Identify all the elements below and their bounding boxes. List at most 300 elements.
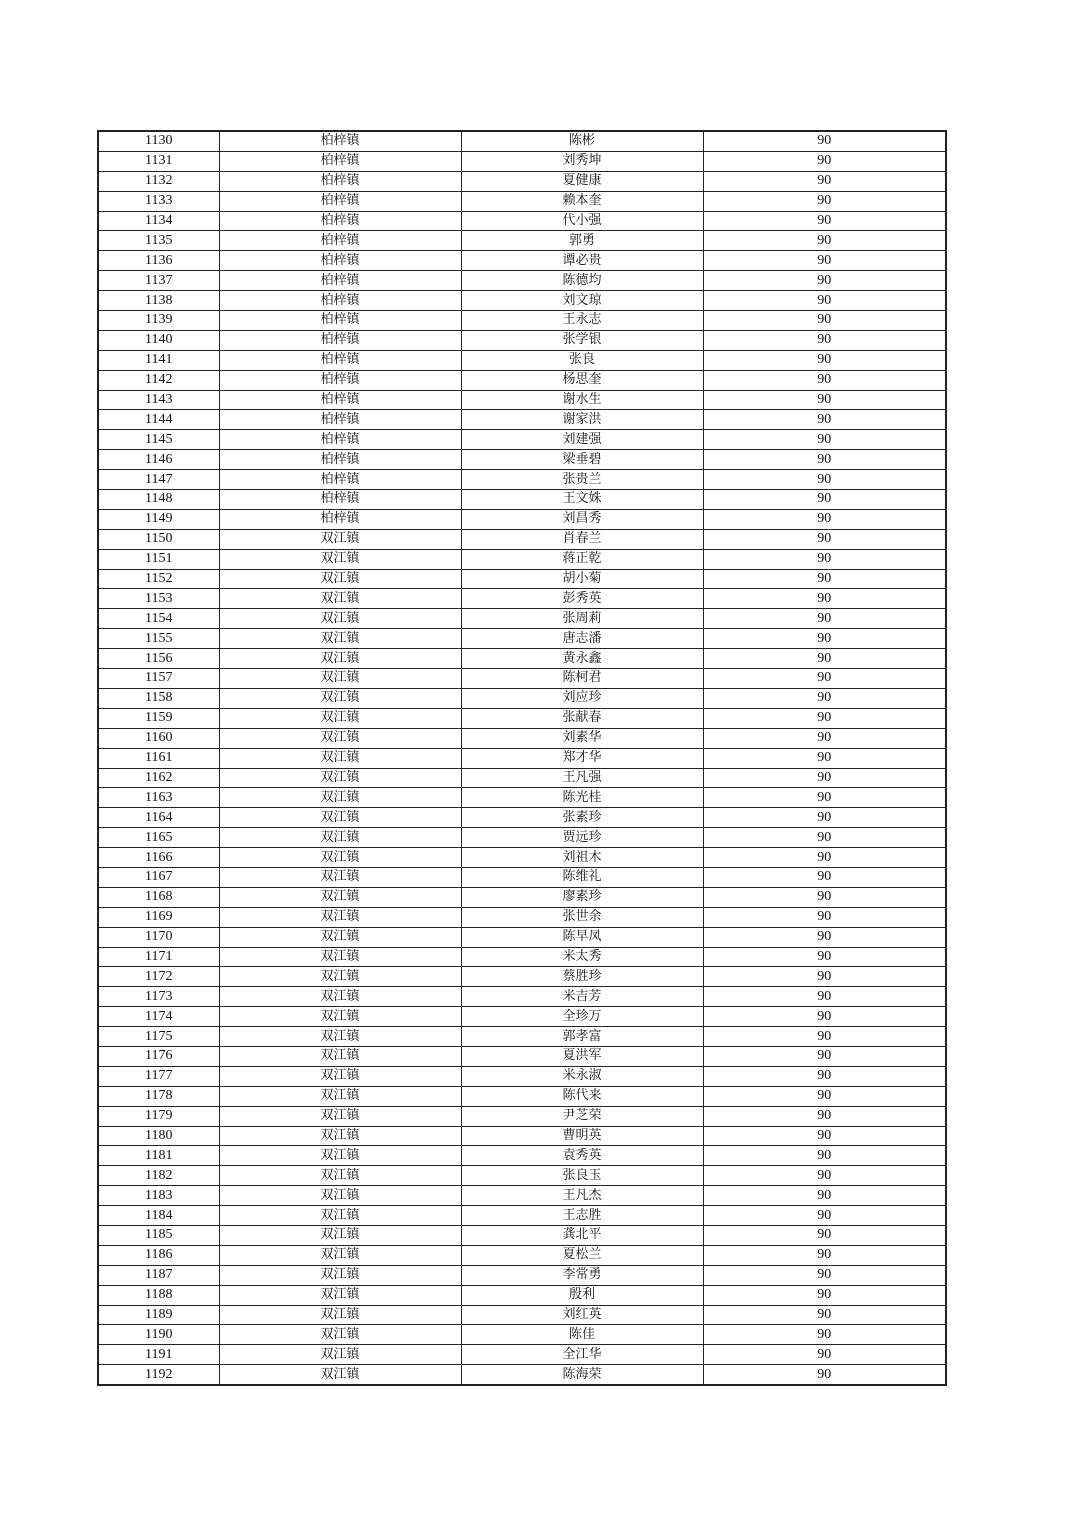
town-cell: 柏梓镇 — [219, 330, 461, 350]
table-row — [98, 1206, 946, 1226]
person-name-cell: 刘昌秀 — [461, 509, 703, 529]
table-row — [98, 231, 946, 251]
table-row — [98, 1225, 946, 1245]
amount-cell: 90 — [703, 669, 946, 689]
person-name-cell: 殷利 — [461, 1285, 703, 1305]
table-row — [98, 131, 946, 151]
town-cell: 双江镇 — [219, 907, 461, 927]
amount-cell: 90 — [703, 450, 946, 470]
table-row — [98, 1186, 946, 1206]
person-name-cell: 刘素华 — [461, 728, 703, 748]
table-row — [98, 768, 946, 788]
town-cell: 双江镇 — [219, 1027, 461, 1047]
amount-cell: 90 — [703, 509, 946, 529]
table-row — [98, 1285, 946, 1305]
table-row — [98, 549, 946, 569]
amount-cell: 90 — [703, 1305, 946, 1325]
table-row — [98, 271, 946, 291]
table-row — [98, 509, 946, 529]
town-cell: 柏梓镇 — [219, 251, 461, 271]
person-name-cell: 王永志 — [461, 311, 703, 331]
person-name-cell: 刘文琼 — [461, 291, 703, 311]
amount-cell: 90 — [703, 1086, 946, 1106]
amount-cell: 90 — [703, 1206, 946, 1226]
table-row — [98, 211, 946, 231]
table-row — [98, 1106, 946, 1126]
amount-cell: 90 — [703, 1265, 946, 1285]
table-row — [98, 390, 946, 410]
town-cell: 柏梓镇 — [219, 490, 461, 510]
row-number-cell: 1146 — [98, 450, 219, 470]
amount-cell: 90 — [703, 907, 946, 927]
table-row — [98, 330, 946, 350]
table-row — [98, 171, 946, 191]
table-row — [98, 1245, 946, 1265]
row-number-cell: 1176 — [98, 1046, 219, 1066]
amount-cell: 90 — [703, 1285, 946, 1305]
town-cell: 双江镇 — [219, 629, 461, 649]
row-number-cell: 1137 — [98, 271, 219, 291]
town-cell: 双江镇 — [219, 1325, 461, 1345]
table-row — [98, 589, 946, 609]
table-row — [98, 688, 946, 708]
town-cell: 双江镇 — [219, 1046, 461, 1066]
row-number-cell: 1158 — [98, 688, 219, 708]
amount-cell: 90 — [703, 1365, 946, 1385]
town-cell: 柏梓镇 — [219, 390, 461, 410]
town-cell: 双江镇 — [219, 828, 461, 848]
subsidy-table — [97, 130, 947, 1386]
person-name-cell: 张贵兰 — [461, 470, 703, 490]
table-row — [98, 1027, 946, 1047]
amount-cell: 90 — [703, 390, 946, 410]
table-row — [98, 907, 946, 927]
amount-cell: 90 — [703, 1225, 946, 1245]
row-number-cell: 1148 — [98, 490, 219, 510]
amount-cell: 90 — [703, 987, 946, 1007]
person-name-cell: 尹芝荣 — [461, 1106, 703, 1126]
row-number-cell: 1144 — [98, 410, 219, 430]
town-cell: 柏梓镇 — [219, 350, 461, 370]
table-row — [98, 1166, 946, 1186]
town-cell: 柏梓镇 — [219, 470, 461, 490]
amount-cell: 90 — [703, 291, 946, 311]
table-row — [98, 867, 946, 887]
table-row — [98, 828, 946, 848]
table-row — [98, 1265, 946, 1285]
table-row — [98, 967, 946, 987]
town-cell: 柏梓镇 — [219, 509, 461, 529]
amount-cell: 90 — [703, 589, 946, 609]
town-cell: 柏梓镇 — [219, 211, 461, 231]
row-number-cell: 1165 — [98, 828, 219, 848]
person-name-cell: 谢水生 — [461, 390, 703, 410]
table-row — [98, 788, 946, 808]
town-cell: 双江镇 — [219, 1365, 461, 1385]
table-row — [98, 728, 946, 748]
person-name-cell: 谢家洪 — [461, 410, 703, 430]
town-cell: 双江镇 — [219, 1285, 461, 1305]
table-row — [98, 311, 946, 331]
amount-cell: 90 — [703, 549, 946, 569]
person-name-cell: 米吉芳 — [461, 987, 703, 1007]
table-row — [98, 251, 946, 271]
person-name-cell: 郑才华 — [461, 748, 703, 768]
person-name-cell: 全珍万 — [461, 1007, 703, 1027]
person-name-cell: 夏健康 — [461, 171, 703, 191]
person-name-cell: 郭孝富 — [461, 1027, 703, 1047]
person-name-cell: 张素珍 — [461, 808, 703, 828]
person-name-cell: 陈佳 — [461, 1325, 703, 1345]
row-number-cell: 1168 — [98, 887, 219, 907]
amount-cell: 90 — [703, 947, 946, 967]
amount-cell: 90 — [703, 649, 946, 669]
town-cell: 双江镇 — [219, 947, 461, 967]
row-number-cell: 1134 — [98, 211, 219, 231]
amount-cell: 90 — [703, 867, 946, 887]
amount-cell: 90 — [703, 251, 946, 271]
row-number-cell: 1184 — [98, 1206, 219, 1226]
row-number-cell: 1190 — [98, 1325, 219, 1345]
amount-cell: 90 — [703, 1046, 946, 1066]
amount-cell: 90 — [703, 768, 946, 788]
person-name-cell: 王文姝 — [461, 490, 703, 510]
amount-cell: 90 — [703, 1325, 946, 1345]
row-number-cell: 1142 — [98, 370, 219, 390]
amount-cell: 90 — [703, 1146, 946, 1166]
row-number-cell: 1157 — [98, 669, 219, 689]
row-number-cell: 1145 — [98, 430, 219, 450]
amount-cell: 90 — [703, 708, 946, 728]
amount-cell: 90 — [703, 967, 946, 987]
row-number-cell: 1162 — [98, 768, 219, 788]
row-number-cell: 1143 — [98, 390, 219, 410]
table-row — [98, 529, 946, 549]
person-name-cell: 李常勇 — [461, 1265, 703, 1285]
town-cell: 双江镇 — [219, 788, 461, 808]
person-name-cell: 陈光桂 — [461, 788, 703, 808]
amount-cell: 90 — [703, 609, 946, 629]
row-number-cell: 1133 — [98, 191, 219, 211]
table-row — [98, 609, 946, 629]
town-cell: 双江镇 — [219, 967, 461, 987]
row-number-cell: 1191 — [98, 1345, 219, 1365]
person-name-cell: 夏松兰 — [461, 1245, 703, 1265]
table-row — [98, 1345, 946, 1365]
row-number-cell: 1181 — [98, 1146, 219, 1166]
row-number-cell: 1173 — [98, 987, 219, 1007]
table-row — [98, 1146, 946, 1166]
table-row — [98, 410, 946, 430]
town-cell: 柏梓镇 — [219, 131, 461, 151]
row-number-cell: 1183 — [98, 1186, 219, 1206]
town-cell: 柏梓镇 — [219, 430, 461, 450]
row-number-cell: 1172 — [98, 967, 219, 987]
amount-cell: 90 — [703, 529, 946, 549]
person-name-cell: 陈代来 — [461, 1086, 703, 1106]
table-row — [98, 291, 946, 311]
amount-cell: 90 — [703, 748, 946, 768]
row-number-cell: 1147 — [98, 470, 219, 490]
town-cell: 双江镇 — [219, 867, 461, 887]
person-name-cell: 米永淑 — [461, 1066, 703, 1086]
amount-cell: 90 — [703, 211, 946, 231]
amount-cell: 90 — [703, 1066, 946, 1086]
row-number-cell: 1180 — [98, 1126, 219, 1146]
row-number-cell: 1154 — [98, 609, 219, 629]
town-cell: 双江镇 — [219, 1146, 461, 1166]
row-number-cell: 1169 — [98, 907, 219, 927]
row-number-cell: 1138 — [98, 291, 219, 311]
town-cell: 双江镇 — [219, 768, 461, 788]
person-name-cell: 刘祖木 — [461, 848, 703, 868]
amount-cell: 90 — [703, 808, 946, 828]
row-number-cell: 1179 — [98, 1106, 219, 1126]
row-number-cell: 1187 — [98, 1265, 219, 1285]
table-row — [98, 987, 946, 1007]
table-row — [98, 450, 946, 470]
town-cell: 双江镇 — [219, 1166, 461, 1186]
town-cell: 双江镇 — [219, 1066, 461, 1086]
person-name-cell: 张学银 — [461, 330, 703, 350]
row-number-cell: 1132 — [98, 171, 219, 191]
person-name-cell: 陈早凤 — [461, 927, 703, 947]
row-number-cell: 1131 — [98, 151, 219, 171]
town-cell: 双江镇 — [219, 1265, 461, 1285]
person-name-cell: 陈柯君 — [461, 669, 703, 689]
table-row — [98, 1066, 946, 1086]
table-row — [98, 1365, 946, 1385]
table-body — [98, 131, 946, 1385]
town-cell: 双江镇 — [219, 549, 461, 569]
town-cell: 双江镇 — [219, 808, 461, 828]
town-cell: 双江镇 — [219, 1245, 461, 1265]
table-row — [98, 708, 946, 728]
person-name-cell: 贾远珍 — [461, 828, 703, 848]
table-row — [98, 370, 946, 390]
person-name-cell: 刘秀坤 — [461, 151, 703, 171]
person-name-cell: 蒋正乾 — [461, 549, 703, 569]
town-cell: 双江镇 — [219, 688, 461, 708]
table-row — [98, 927, 946, 947]
row-number-cell: 1170 — [98, 927, 219, 947]
row-number-cell: 1140 — [98, 330, 219, 350]
row-number-cell: 1185 — [98, 1225, 219, 1245]
table-row — [98, 490, 946, 510]
row-number-cell: 1163 — [98, 788, 219, 808]
amount-cell: 90 — [703, 350, 946, 370]
amount-cell: 90 — [703, 1126, 946, 1146]
amount-cell: 90 — [703, 688, 946, 708]
town-cell: 双江镇 — [219, 1225, 461, 1245]
person-name-cell: 张献春 — [461, 708, 703, 728]
row-number-cell: 1175 — [98, 1027, 219, 1047]
row-number-cell: 1164 — [98, 808, 219, 828]
person-name-cell: 陈海荣 — [461, 1365, 703, 1385]
person-name-cell: 黄永鑫 — [461, 649, 703, 669]
row-number-cell: 1160 — [98, 728, 219, 748]
person-name-cell: 张周莉 — [461, 609, 703, 629]
amount-cell: 90 — [703, 1007, 946, 1027]
row-number-cell: 1161 — [98, 748, 219, 768]
amount-cell: 90 — [703, 311, 946, 331]
person-name-cell: 刘建强 — [461, 430, 703, 450]
person-name-cell: 代小强 — [461, 211, 703, 231]
town-cell: 双江镇 — [219, 848, 461, 868]
amount-cell: 90 — [703, 131, 946, 151]
row-number-cell: 1166 — [98, 848, 219, 868]
town-cell: 柏梓镇 — [219, 171, 461, 191]
town-cell: 双江镇 — [219, 1345, 461, 1365]
town-cell: 双江镇 — [219, 1206, 461, 1226]
person-name-cell: 张良 — [461, 350, 703, 370]
person-name-cell: 袁秀英 — [461, 1146, 703, 1166]
row-number-cell: 1130 — [98, 131, 219, 151]
town-cell: 柏梓镇 — [219, 450, 461, 470]
town-cell: 柏梓镇 — [219, 311, 461, 331]
table-row — [98, 470, 946, 490]
amount-cell: 90 — [703, 330, 946, 350]
table-row — [98, 1007, 946, 1027]
town-cell: 双江镇 — [219, 887, 461, 907]
table-row — [98, 191, 946, 211]
amount-cell: 90 — [703, 191, 946, 211]
person-name-cell: 谭必贵 — [461, 251, 703, 271]
amount-cell: 90 — [703, 788, 946, 808]
amount-cell: 90 — [703, 271, 946, 291]
town-cell: 双江镇 — [219, 609, 461, 629]
row-number-cell: 1153 — [98, 589, 219, 609]
town-cell: 柏梓镇 — [219, 410, 461, 430]
person-name-cell: 蔡胜珍 — [461, 967, 703, 987]
person-name-cell: 彭秀英 — [461, 589, 703, 609]
amount-cell: 90 — [703, 1345, 946, 1365]
person-name-cell: 陈德均 — [461, 271, 703, 291]
town-cell: 柏梓镇 — [219, 231, 461, 251]
amount-cell: 90 — [703, 1166, 946, 1186]
amount-cell: 90 — [703, 828, 946, 848]
person-name-cell: 刘应珍 — [461, 688, 703, 708]
person-name-cell: 龚北平 — [461, 1225, 703, 1245]
town-cell: 双江镇 — [219, 1106, 461, 1126]
town-cell: 双江镇 — [219, 987, 461, 1007]
table-row — [98, 649, 946, 669]
row-number-cell: 1177 — [98, 1066, 219, 1086]
town-cell: 双江镇 — [219, 1186, 461, 1206]
amount-cell: 90 — [703, 728, 946, 748]
person-name-cell: 赖本奎 — [461, 191, 703, 211]
amount-cell: 90 — [703, 887, 946, 907]
row-number-cell: 1167 — [98, 867, 219, 887]
person-name-cell: 曹明英 — [461, 1126, 703, 1146]
table-row — [98, 569, 946, 589]
row-number-cell: 1171 — [98, 947, 219, 967]
amount-cell: 90 — [703, 1186, 946, 1206]
row-number-cell: 1174 — [98, 1007, 219, 1027]
table-row — [98, 947, 946, 967]
row-number-cell: 1156 — [98, 649, 219, 669]
town-cell: 柏梓镇 — [219, 271, 461, 291]
row-number-cell: 1135 — [98, 231, 219, 251]
table-row — [98, 848, 946, 868]
amount-cell: 90 — [703, 1245, 946, 1265]
amount-cell: 90 — [703, 490, 946, 510]
amount-cell: 90 — [703, 430, 946, 450]
town-cell: 双江镇 — [219, 927, 461, 947]
person-name-cell: 肖春兰 — [461, 529, 703, 549]
row-number-cell: 1159 — [98, 708, 219, 728]
amount-cell: 90 — [703, 470, 946, 490]
person-name-cell: 全江华 — [461, 1345, 703, 1365]
row-number-cell: 1149 — [98, 509, 219, 529]
town-cell: 柏梓镇 — [219, 191, 461, 211]
person-name-cell: 廖素珍 — [461, 887, 703, 907]
row-number-cell: 1189 — [98, 1305, 219, 1325]
amount-cell: 90 — [703, 151, 946, 171]
town-cell: 双江镇 — [219, 708, 461, 728]
row-number-cell: 1155 — [98, 629, 219, 649]
town-cell: 柏梓镇 — [219, 151, 461, 171]
town-cell: 双江镇 — [219, 728, 461, 748]
row-number-cell: 1151 — [98, 549, 219, 569]
town-cell: 双江镇 — [219, 589, 461, 609]
row-number-cell: 1152 — [98, 569, 219, 589]
amount-cell: 90 — [703, 1027, 946, 1047]
person-name-cell: 王志胜 — [461, 1206, 703, 1226]
person-name-cell: 米太秀 — [461, 947, 703, 967]
table-row — [98, 629, 946, 649]
amount-cell: 90 — [703, 569, 946, 589]
table-row — [98, 887, 946, 907]
row-number-cell: 1192 — [98, 1365, 219, 1385]
table-row — [98, 1086, 946, 1106]
person-name-cell: 杨思奎 — [461, 370, 703, 390]
person-name-cell: 王凡杰 — [461, 1186, 703, 1206]
person-name-cell: 张良玉 — [461, 1166, 703, 1186]
amount-cell: 90 — [703, 231, 946, 251]
row-number-cell: 1136 — [98, 251, 219, 271]
amount-cell: 90 — [703, 1106, 946, 1126]
table-row — [98, 1126, 946, 1146]
amount-cell: 90 — [703, 848, 946, 868]
table-row — [98, 748, 946, 768]
person-name-cell: 陈维礼 — [461, 867, 703, 887]
amount-cell: 90 — [703, 370, 946, 390]
town-cell: 双江镇 — [219, 669, 461, 689]
table-row — [98, 1305, 946, 1325]
town-cell: 柏梓镇 — [219, 370, 461, 390]
town-cell: 双江镇 — [219, 1126, 461, 1146]
row-number-cell: 1141 — [98, 350, 219, 370]
town-cell: 双江镇 — [219, 529, 461, 549]
table-row — [98, 350, 946, 370]
person-name-cell: 刘红英 — [461, 1305, 703, 1325]
table-row — [98, 151, 946, 171]
person-name-cell: 唐志潘 — [461, 629, 703, 649]
row-number-cell: 1186 — [98, 1245, 219, 1265]
table-row — [98, 1325, 946, 1345]
town-cell: 柏梓镇 — [219, 291, 461, 311]
amount-cell: 90 — [703, 629, 946, 649]
row-number-cell: 1178 — [98, 1086, 219, 1106]
person-name-cell: 郭勇 — [461, 231, 703, 251]
person-name-cell: 张世余 — [461, 907, 703, 927]
row-number-cell: 1139 — [98, 311, 219, 331]
table-row — [98, 1046, 946, 1066]
person-name-cell: 胡小菊 — [461, 569, 703, 589]
person-name-cell: 王凡强 — [461, 768, 703, 788]
person-name-cell: 陈彬 — [461, 131, 703, 151]
